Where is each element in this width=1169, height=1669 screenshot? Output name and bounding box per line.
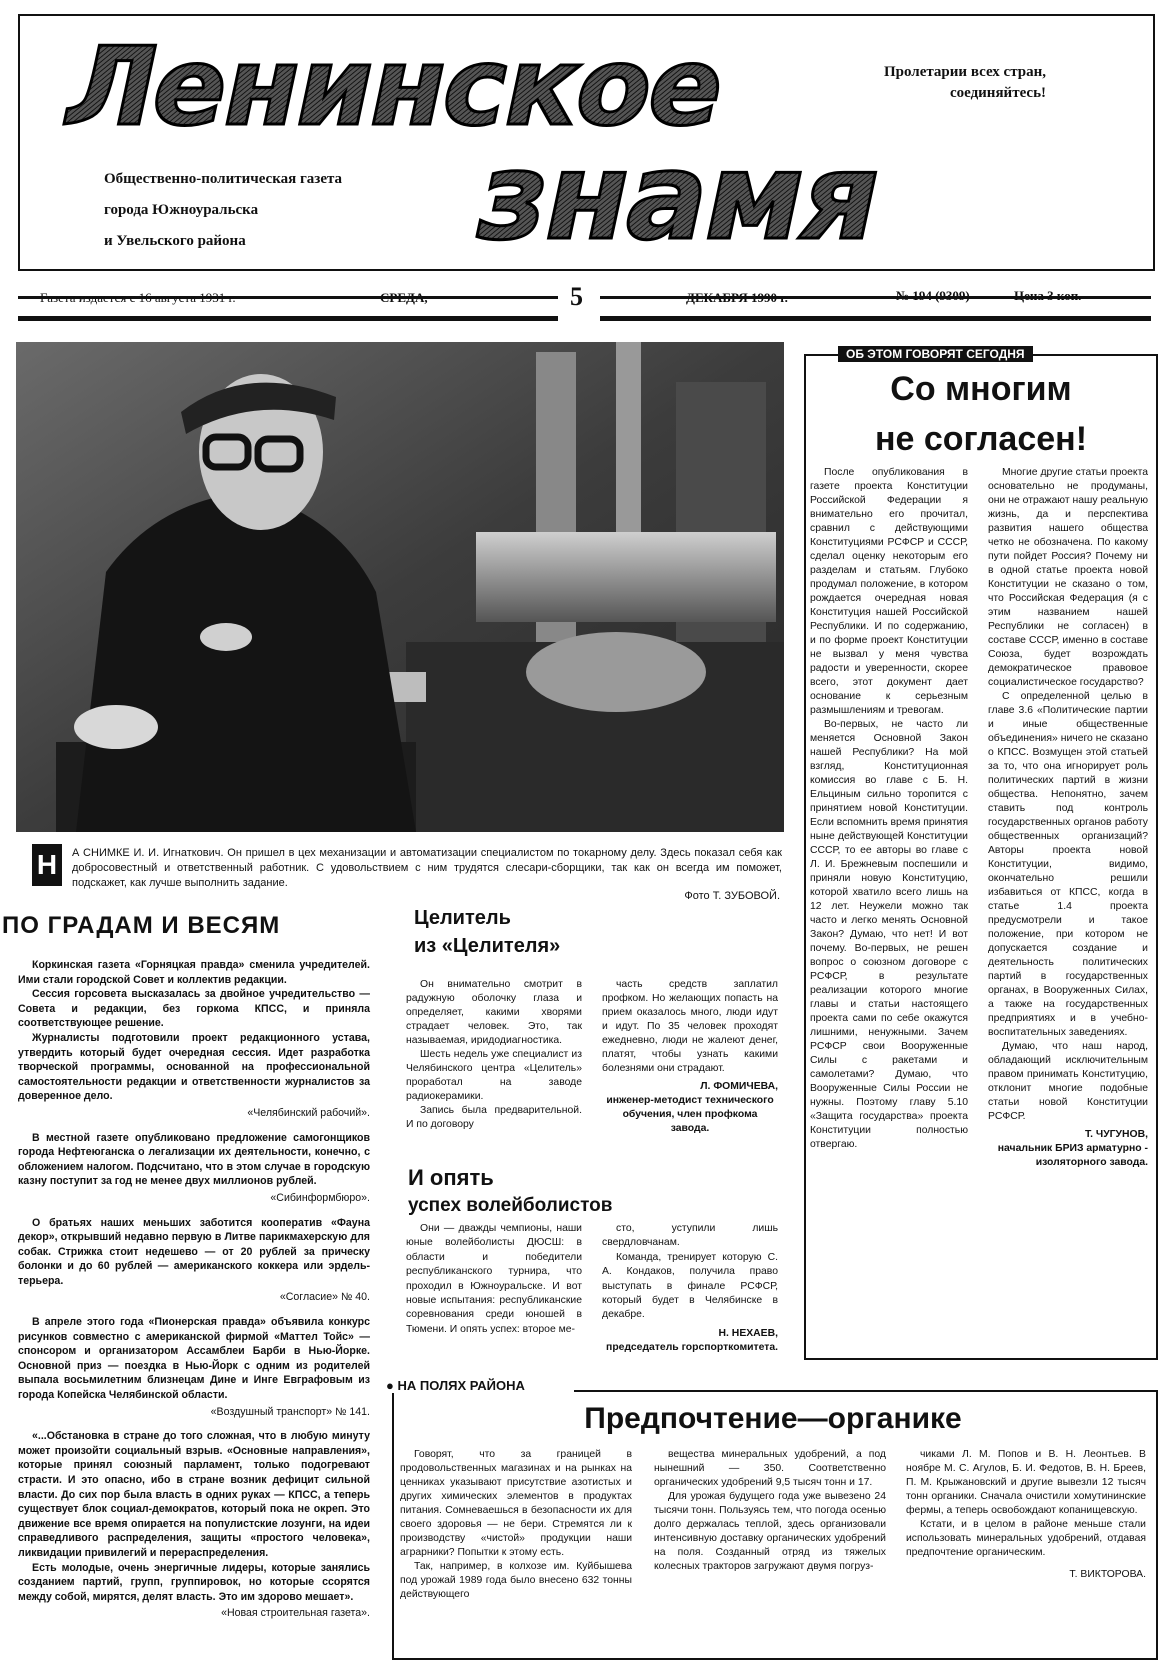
fields-para: чиками Л. М. Попов и В. Н. Леонтьев. В ноябре М. С. Агулов, Б. И. Федотов, В. Н. Бреев, П. М. Крыжановский и другие вывезли 12 тысяч тонн органики. Сначала очистили хомутининские фермы, а теперь освобождают копанищевскую. xyxy=(906,1449,1146,1516)
motto-line1: Пролетарии всех стран, xyxy=(884,64,1046,80)
fields-para: Так, например, в колхозе им. Куйбышева под урожай 1989 года было внесено 632 тонны действующего xyxy=(400,1561,632,1600)
volley-column-1 xyxy=(406,1222,582,1337)
volley-headline-line2: успех волейболистов xyxy=(408,1195,613,1216)
press-para: «...Обстановка в стране до того сложная, что в любую минуту может произойти социальный взрыв. «Основные направления», которые принял союзный парламент, только подогревают страсти. И это опасно, ибо в стране возник дефицит сильной власти. До сих пор была власть в одних руках — КПСС, а теперь существует блок социал-демократов, который пока не окреп. Это движение все время опирается на популистские лозунги, на идеи справедливого распределения, защиты «простого человека», ликвидации привилегий и перераспределения. xyxy=(18,1430,370,1559)
press-source: «Новая строительная газета». xyxy=(221,1607,370,1620)
opinion-para: После опубликования в газете проекта Конституции Российской Федерации я внимательно его прочитал, сравнил с действующими Конституциями РСФСР и СССР, сделал оценку некоторым его разделам и статьям. Глубоко продумал положение, в котором рождается очередная новая Конституция нашей Российской Республики. И по содержанию, и по форме проект Конституции не вызвал у меня чувства радости и уверенности, скорее всего, этот документ дает основание к серьезным размышлениям и тревогам. xyxy=(810,467,968,716)
healer-para: Запись была предварительной. И по договору xyxy=(406,1105,582,1130)
masthead-subtitle xyxy=(104,164,342,257)
healer-column-2 xyxy=(602,978,778,1136)
opinion-column-1 xyxy=(810,466,968,1152)
logo-line1: Ленинское xyxy=(53,24,735,150)
press-para: В апреле этого года «Пионерская правда» объявила конкурс рисунков совместно с американской фирмой «Маттел Тойс» — спонсором и организатором Ассамблеи Барби в Нью-Йорке. Основной приз — поездка в Нью-Йорк с одним из родителей выпала восьмилетним близнецам Дине и Инге Евграфовым из города Копейска Челябинской области. xyxy=(18,1316,370,1402)
volley-signature: Н. НЕХАЕВ, xyxy=(718,1327,778,1339)
press-source: «Сибинформбюро». xyxy=(270,1191,370,1204)
opinion-headline-line1: Со многим xyxy=(890,370,1072,408)
subtitle-line2: города Южноуральска xyxy=(104,202,259,218)
month-year: ДЕКАБРЯ 1990 г. xyxy=(686,290,788,305)
healer-headline xyxy=(414,904,560,960)
healer-signature: Л. ФОМИЧЕВА, xyxy=(700,1081,778,1092)
press-para: В местной газете опубликовано предложение самогонщиков города Нефтеюганска о легализации их деятельности, конечно, с обложением налогом. Подсчитано, что в этом случае в городскую казну поступит за год не менее двух миллионов рублей. xyxy=(18,1131,370,1188)
opinion-signature: Т. ЧУГУНОВ, xyxy=(1084,1129,1148,1140)
fields-rubric xyxy=(386,1378,531,1393)
day: 5 xyxy=(570,282,583,311)
photo-credit: Фото Т. ЗУБОВОЙ. xyxy=(684,890,780,902)
opinion-column-2 xyxy=(988,466,1148,1170)
motto-line2: соединяйтесь! xyxy=(949,85,1046,101)
opinion-signature-role: начальник БРИЗ арматурно - изоляторного завода. xyxy=(997,1143,1148,1168)
healer-signature-role: инженер-методист технического обучения, член профкома завода. xyxy=(606,1095,774,1134)
fields-headline: Предпочтение—органике xyxy=(584,1402,962,1435)
dateline-rule-right-thick xyxy=(600,316,1151,321)
press-column xyxy=(18,958,370,1631)
healer-para: Он внимательно смотрит в радужную оболочку глаза и определяет, какими хворями страдает человек. Это, так называемая, иридодиагностика. xyxy=(406,979,582,1046)
opinion-para: Думаю, что наш народ, обладающий исключительным правом принимать Конституцию, отклонит многие подобные статьи новой Конституции РСФСР. xyxy=(988,1041,1148,1122)
healer-column-1 xyxy=(406,978,582,1132)
photo-caption: А СНИМКЕ И. И. Игнаткович. Он пришел в цех механизации и автоматизации специалистом по токарному делу. Здесь показал себя как добросовестный и ответственный работник. С удовольствием с ним трудятся слесари-сборщики, так как он всегда им поможет, подскажет, как лучше выполнить задание. xyxy=(72,847,782,889)
bullet-icon: ● xyxy=(386,1378,394,1393)
volley-para: сто, уступили лишь свердловчанам. xyxy=(602,1223,778,1249)
price: Цена 3 коп. xyxy=(1014,288,1082,303)
press-para: Журналисты подготовили проект редакционного устава, утвердить который будет очередная сессия. Идет разработка творческой программы, основанной на профессиональной самостоятельности редакции и ответственности журналистов за доверенное дело. xyxy=(18,1031,370,1103)
healer-headline-line1: Целитель xyxy=(414,907,511,929)
fields-para: Кстати, и в целом в районе меньше стали использовать минеральных удобрений, отдавая предпочтение органическим. xyxy=(906,1519,1146,1558)
fields-para: вещества минеральных удобрений, а под нынешний — 350. Соответственно органических удобрений 9,5 тысяч тонн и 17. xyxy=(654,1449,886,1488)
opinion-headline xyxy=(804,364,1158,464)
volley-column-2 xyxy=(602,1222,778,1356)
fields-signature: Т. ВИКТОРОВА. xyxy=(1069,1569,1146,1580)
press-para: О братьях наших меньших заботится кооператив «Фауна декор», открывший недавно первую в Литве парикмахерскую для собак. Стрижка стоит недешево — от 20 рублей за прическу болонки и до 60 рублей — американского коккера или эрдель-терьера. xyxy=(18,1216,370,1287)
opinion-rubric: ОБ ЭТОМ ГОВОРЯТ СЕГОДНЯ xyxy=(838,346,1033,362)
press-para: Есть молодые, очень энергичные лидеры, которые занялись созданием партий, групп, группировок, но которые ссорятся между собой, мирятся, делят власть. Это им здорово мешает». xyxy=(18,1561,370,1603)
volley-signature-role: председатель горспорткомитета. xyxy=(606,1342,778,1354)
healer-headline-line2: из «Целителя» xyxy=(414,935,561,957)
since-date: Газета издается с 16 августа 1931 г. xyxy=(40,290,236,305)
subtitle-line3: и Увельского района xyxy=(104,233,246,249)
issue-number: № 194 (9309) xyxy=(896,288,970,303)
fields-column-3 xyxy=(906,1448,1146,1582)
subtitle-line1: Общественно-политическая газета xyxy=(104,171,343,187)
press-source: «Воздушный транспорт» № 141. xyxy=(210,1405,370,1418)
volley-para: Они — дважды чемпионы, наши юные волейболисты ДЮСШ: в области и победители республиканского турнира, что проходил в Южноуральске. И вот новые испытания: республиканские соревнования среди юношей в Тюмени. И опять успех: второе ме- xyxy=(406,1223,582,1335)
caption-initial: Н xyxy=(32,844,62,886)
masthead xyxy=(18,14,1155,271)
press-para: Коркинская газета «Горняцкая правда» сменила учредителей. Ими стали городской Совет и коллектив редакции. xyxy=(18,959,370,986)
healer-para: Шесть недель уже специалист из Челябинского центра «Целитель» проработал на заводе радиокерамики. xyxy=(406,1049,582,1102)
fields-rubric-label: НА ПОЛЯХ РАЙОНА xyxy=(397,1378,525,1393)
volley-headline-line1: И опять xyxy=(408,1165,494,1190)
opinion-headline-line2: не согласен! xyxy=(874,420,1088,458)
photo-machinist xyxy=(16,342,784,832)
press-source: «Челябинский рабочий». xyxy=(247,1106,370,1119)
fields-para: Для урожая будущего года уже вывезено 24 тысячи тонн. Пользуясь тем, что погода осенью долго держалась теплой, здесь организовали интенсивную доставку органических удобрений на поля. Созданный отряд из тяжелых колесных тракторов загружают двумя погруз- xyxy=(654,1491,886,1572)
logo-line2: знамя xyxy=(464,126,894,267)
press-para: Сессия горсовета высказалась за двойное учредительство — Совета и редакции, без горкома КПСС, и приняла соответствующее решение. xyxy=(18,988,370,1030)
press-headline: ПО ГРАДАМ И ВЕСЯМ xyxy=(2,912,281,939)
fields-column-2 xyxy=(654,1448,886,1574)
fields-rule xyxy=(574,1390,1156,1392)
healer-para: часть средств заплатил профком. Но желающих попасть на прием оказалось много, люди идут и идут. По 35 человек проходят ежедневно, люди не жалеют денег, платят, чтобы узнать какими болезнями они страдают. xyxy=(602,979,778,1074)
dateline-rule-left-thick xyxy=(18,316,558,321)
press-source: «Согласие» № 40. xyxy=(279,1291,370,1304)
opinion-para: Многие другие статьи проекта основательно не продуманы, они не отражают нашу реальную жизнь, да и перспектива развития нашего общества четко не обозначена. По какому пути пойдет Россия? Почему ни в одной статье проекта новой Конституции не сказано о том, что Российская Федерация (я с этим названием нашей Республики не согласен) в составе СССР, именно в составе Союза, будет возрождать демократическое правовое социалистическое государство? xyxy=(988,467,1148,688)
weekday: СРЕДА, xyxy=(380,290,428,305)
volley-para: Команда, тренирует которую С. А. Кондаков, получила право выступать в финале РСФСР, который будет в Челябинске в декабре. xyxy=(602,1251,778,1321)
opinion-para: Во-первых, не часто ли меняется Основной Закон нашей Республики? На мой взгляд, Конституционная комиссия во главе с Б. Н. Ельциным сильно торопится с принятием новой Конституции. Если вспомнить время принятия ныне действующей Конституции СССР, то ее авторы во главе с Л. И. Брежневым поспешили и приняли новую Конституцию, которой хватило всего лишь на 12 лет. Неужели можно так часто и легко менять Основной Закон? Думаю, что нет! И вот почему. Во-первых, не решен вопрос о союзном договоре с РСФСР, в результате реализации которого многие главы и статьи настоящего проекта сами по себе окажутся лишними, ненужными. Зачем РСФСР свои Вооруженные Силы с ракетами и самолетами? Думаю, что Вооруженные Силы России не нужны. Поэтому главу 5.10 «Защита государства» проекта Конституции полностью отвергаю. xyxy=(810,719,969,1150)
opinion-para: С определенной целью в главе 3.6 «Политические партии и иные общественные объединения» ничего не сказано о КПСС. Возмущен этой статьей за то, что она игнорирует роль политических партий в жизни общества. Непонятно, зачем ставить под контроль государственных органов работу общественных организаций? Авторы проекта новой Конституции, видимо, окончательно решили избавиться от КПСС, когда в статье 1.4 проекта предусмотрели и такое положение, при котором не допускается создание и деятельность политических партий в государственных органах, в Вооруженных Силах, а также на государственных предприятиях и в учебно-воспитательных заведениях. xyxy=(988,691,1148,1038)
fields-column-1 xyxy=(400,1448,632,1602)
volley-headline xyxy=(408,1164,612,1220)
motto xyxy=(846,62,1046,104)
fields-para: Говорят, что за границей в продовольственных магазинах и на рынках на ценниках указывают присутствие азотистых и других химических элементов в продуктах питания. Сомневаешься в безопасности их для своего здоровья — не бери. Стремятся ли к производству «чистой» продукции наши аграрники? Попытки к этому есть. xyxy=(400,1449,632,1558)
